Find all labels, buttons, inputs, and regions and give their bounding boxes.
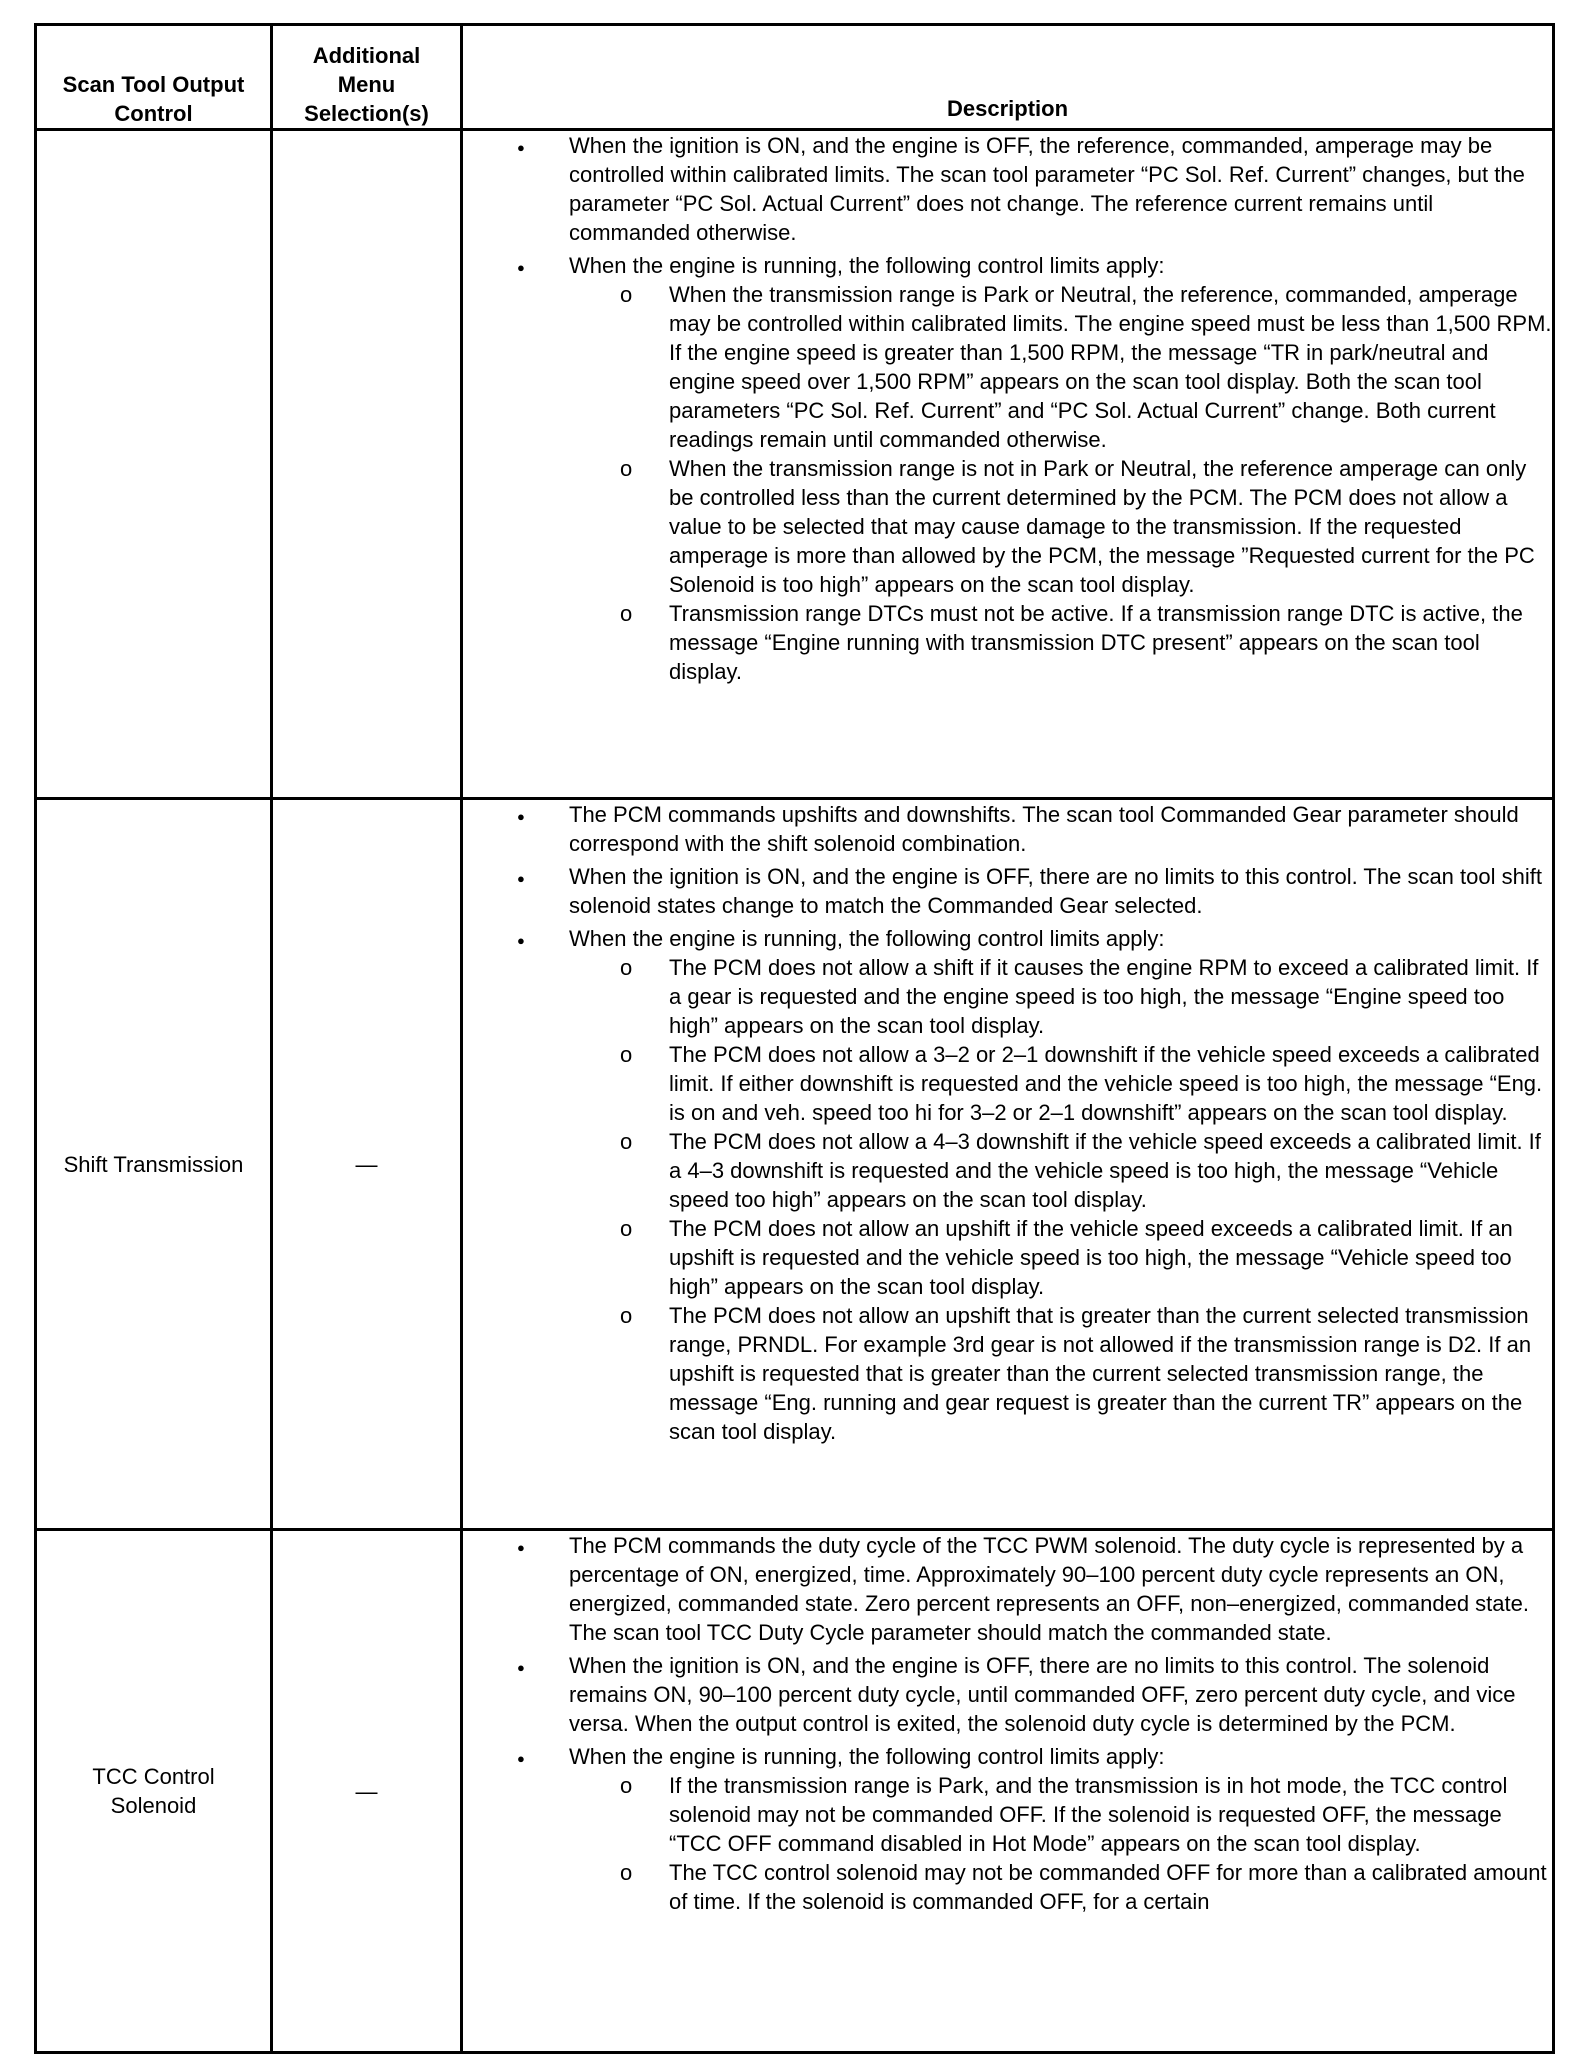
- sub-bullet-item: [463, 1858, 1552, 1916]
- bullet-text: The PCM commands the duty cycle of the TCC PWM solenoid. The duty cycle is represented by a percentage of ON, energized, time. Approximately 90–100 percent duty cycle represents an ON, energized, commanded state. Zero percent represents an OFF, non–energized, commanded state. The scan tool TCC Duty Cycle parameter should match the commanded state.: [569, 1533, 1529, 1645]
- bullet-list: [463, 131, 1552, 686]
- output-control-table: [34, 23, 1555, 2054]
- bullet-item: [463, 800, 1552, 858]
- bullet-item: [463, 1651, 1552, 1738]
- sub-bullet-circle-icon: o: [620, 601, 633, 626]
- sub-bullet-text: The PCM does not allow a 3–2 or 2–1 downshift if the vehicle speed exceeds a calibrated limit. If either downshift is requested and the vehicle speed is too high, the message “Eng. is on and veh. speed too hi for 3–2 or 2–1 downshift” appears on the scan tool display.: [669, 1042, 1543, 1125]
- sub-bullet-circle-icon: o: [620, 1129, 633, 1154]
- sub-bullet-text: Transmission range DTCs must not be active. If a transmission range DTC is active, the message “Engine running with transmission DTC present” appears on the scan tool display.: [669, 601, 1523, 684]
- sub-bullet-item: [463, 1127, 1552, 1214]
- bullet-item: [463, 251, 1552, 686]
- sub-bullet-text: The PCM does not allow an upshift if the vehicle speed exceeds a calibrated limit. If an upshift is requested and the vehicle speed is too high, the message “Vehicle speed too high” appears on the scan tool display.: [669, 1216, 1513, 1299]
- sub-bullet-circle-icon: o: [620, 1216, 633, 1241]
- sub-bullet-text: The PCM does not allow a 4–3 downshift if the vehicle speed exceeds a calibrated limit. If a 4–3 downshift is requested and the vehicle speed is too high, the message “Vehicle speed too high” appears on the scan tool display.: [669, 1129, 1541, 1212]
- bullet-item: [463, 924, 1552, 1446]
- bullet-item: [463, 1531, 1552, 1647]
- sub-bullet-item: [463, 1040, 1552, 1127]
- sub-bullet-circle-icon: o: [620, 456, 633, 481]
- bullet-text: When the ignition is ON, and the engine is OFF, there are no limits to this control. The scan tool shift solenoid states change to match the Commanded Gear selected.: [569, 864, 1542, 918]
- description-cell: [462, 1530, 1554, 2053]
- output-control-name: Shift Transmission: [36, 799, 272, 1530]
- header-additional-menu-selections: [272, 25, 462, 130]
- sub-bullet-item: [463, 1301, 1552, 1446]
- bullet-list: [463, 1531, 1552, 1916]
- bullet-dot-icon: ●: [517, 871, 525, 886]
- header-description: [462, 25, 1554, 130]
- sub-bullet-circle-icon: o: [620, 1860, 633, 1885]
- table-row: [36, 799, 1554, 1530]
- sub-bullet-list: [569, 953, 1552, 1446]
- bullet-dot-icon: ●: [517, 260, 525, 275]
- sub-bullet-text: The PCM does not allow a shift if it causes the engine RPM to exceed a calibrated limit. If a gear is requested and the engine speed is too high, the message “Engine speed too high” appears on the scan tool display.: [669, 955, 1539, 1038]
- sub-bullet-list: [569, 1771, 1552, 1916]
- sub-bullet-circle-icon: o: [620, 1303, 633, 1328]
- sub-bullet-circle-icon: o: [620, 955, 633, 980]
- bullet-item: [463, 862, 1552, 920]
- menu-selection: [272, 130, 462, 799]
- sub-bullet-text: When the transmission range is Park or Neutral, the reference, commanded, amperage may be controlled within calibrated limits. The engine speed must be less than 1,500 RPM. If the engine speed is greater than 1,500 RPM, the message “TR in park/neutral and engine speed over 1,500 RPM” appears on the scan tool display. Both the scan tool parameters “PC Sol. Ref. Current” and “PC Sol. Actual Current” change. Both current readings remain until commanded otherwise.: [669, 282, 1552, 452]
- bullet-item: [463, 1742, 1552, 1916]
- header-col1-label: Scan Tool Output Control: [62, 72, 245, 126]
- sub-bullet-item: [463, 1214, 1552, 1301]
- header-col3-label: Description: [946, 96, 1069, 121]
- sub-bullet-text: If the transmission range is Park, and the transmission is in hot mode, the TCC control solenoid may not be commanded OFF. If the solenoid is requested OFF, the message “TCC OFF command disabled in Hot Mode” appears on the scan tool display.: [669, 1773, 1508, 1856]
- sub-bullet-list: [569, 280, 1552, 686]
- table-row: [36, 1530, 1554, 2053]
- bullet-text: When the engine is running, the following control limits apply:: [569, 253, 1165, 278]
- bullet-text: When the ignition is ON, and the engine is OFF, there are no limits to this control. The solenoid remains ON, 90–100 percent duty cycle, until commanded OFF, zero percent duty cycle, and vice versa. When the output control is exited, the solenoid duty cycle is determined by the PCM.: [569, 1653, 1516, 1736]
- sub-bullet-item: [463, 599, 1552, 686]
- sub-bullet-item: [463, 953, 1552, 1040]
- bullet-text: When the ignition is ON, and the engine is OFF, the reference, commanded, amperage may be controlled within calibrated limits. The scan tool parameter “PC Sol. Ref. Current” changes, but the parameter “PC Sol. Actual Current” does not change. The reference current remains until commanded otherwise.: [569, 133, 1525, 245]
- bullet-dot-icon: ●: [517, 1660, 525, 1675]
- table-row: [36, 130, 1554, 799]
- bullet-dot-icon: ●: [517, 933, 525, 948]
- bullet-text: When the engine is running, the following control limits apply:: [569, 926, 1165, 951]
- bullet-dot-icon: ●: [517, 809, 525, 824]
- sub-bullet-item: [463, 454, 1552, 599]
- menu-selection: —: [272, 799, 462, 1530]
- bullet-dot-icon: ●: [517, 1540, 525, 1555]
- sub-bullet-item: [463, 1771, 1552, 1858]
- bullet-item: [463, 131, 1552, 247]
- menu-selection: —: [272, 1530, 462, 2053]
- bullet-list: [463, 800, 1552, 1446]
- bullet-dot-icon: ●: [517, 140, 525, 155]
- bullet-text: The PCM commands upshifts and downshifts. The scan tool Commanded Gear parameter should correspond with the shift solenoid combination.: [569, 802, 1519, 856]
- sub-bullet-circle-icon: o: [620, 1042, 633, 1067]
- table-header-row: [36, 25, 1554, 130]
- description-cell: [462, 130, 1554, 799]
- sub-bullet-text: The TCC control solenoid may not be commanded OFF for more than a calibrated amount of time. If the solenoid is commanded OFF, for a certain: [669, 1860, 1547, 1914]
- description-cell: [462, 799, 1554, 1530]
- bullet-text: When the engine is running, the following control limits apply:: [569, 1744, 1165, 1769]
- output-control-name: TCC Control Solenoid: [36, 1530, 272, 2053]
- output-control-name: [36, 130, 272, 799]
- sub-bullet-circle-icon: o: [620, 282, 633, 307]
- header-scan-tool-output-control: [36, 25, 272, 130]
- sub-bullet-text: When the transmission range is not in Park or Neutral, the reference amperage can only be controlled less than the current determined by the PCM. The PCM does not allow a value to be selected that may cause damage to the transmission. If the requested amperage is more than allowed by the PCM, the message ”Requested current for the PC Solenoid is too high” appears on the scan tool display.: [669, 456, 1535, 597]
- header-col2-label: Additional Menu Selection(s): [304, 43, 429, 126]
- sub-bullet-circle-icon: o: [620, 1773, 633, 1798]
- sub-bullet-item: [463, 280, 1552, 454]
- sub-bullet-text: The PCM does not allow an upshift that is greater than the current selected transmission range, PRNDL. For example 3rd gear is not allowed if the transmission range is D2. If an upshift is requested that is greater than the current selected transmission range, the message “Eng. running and gear request is greater than the current TR” appears on the scan tool display.: [669, 1303, 1532, 1444]
- bullet-dot-icon: ●: [517, 1751, 525, 1766]
